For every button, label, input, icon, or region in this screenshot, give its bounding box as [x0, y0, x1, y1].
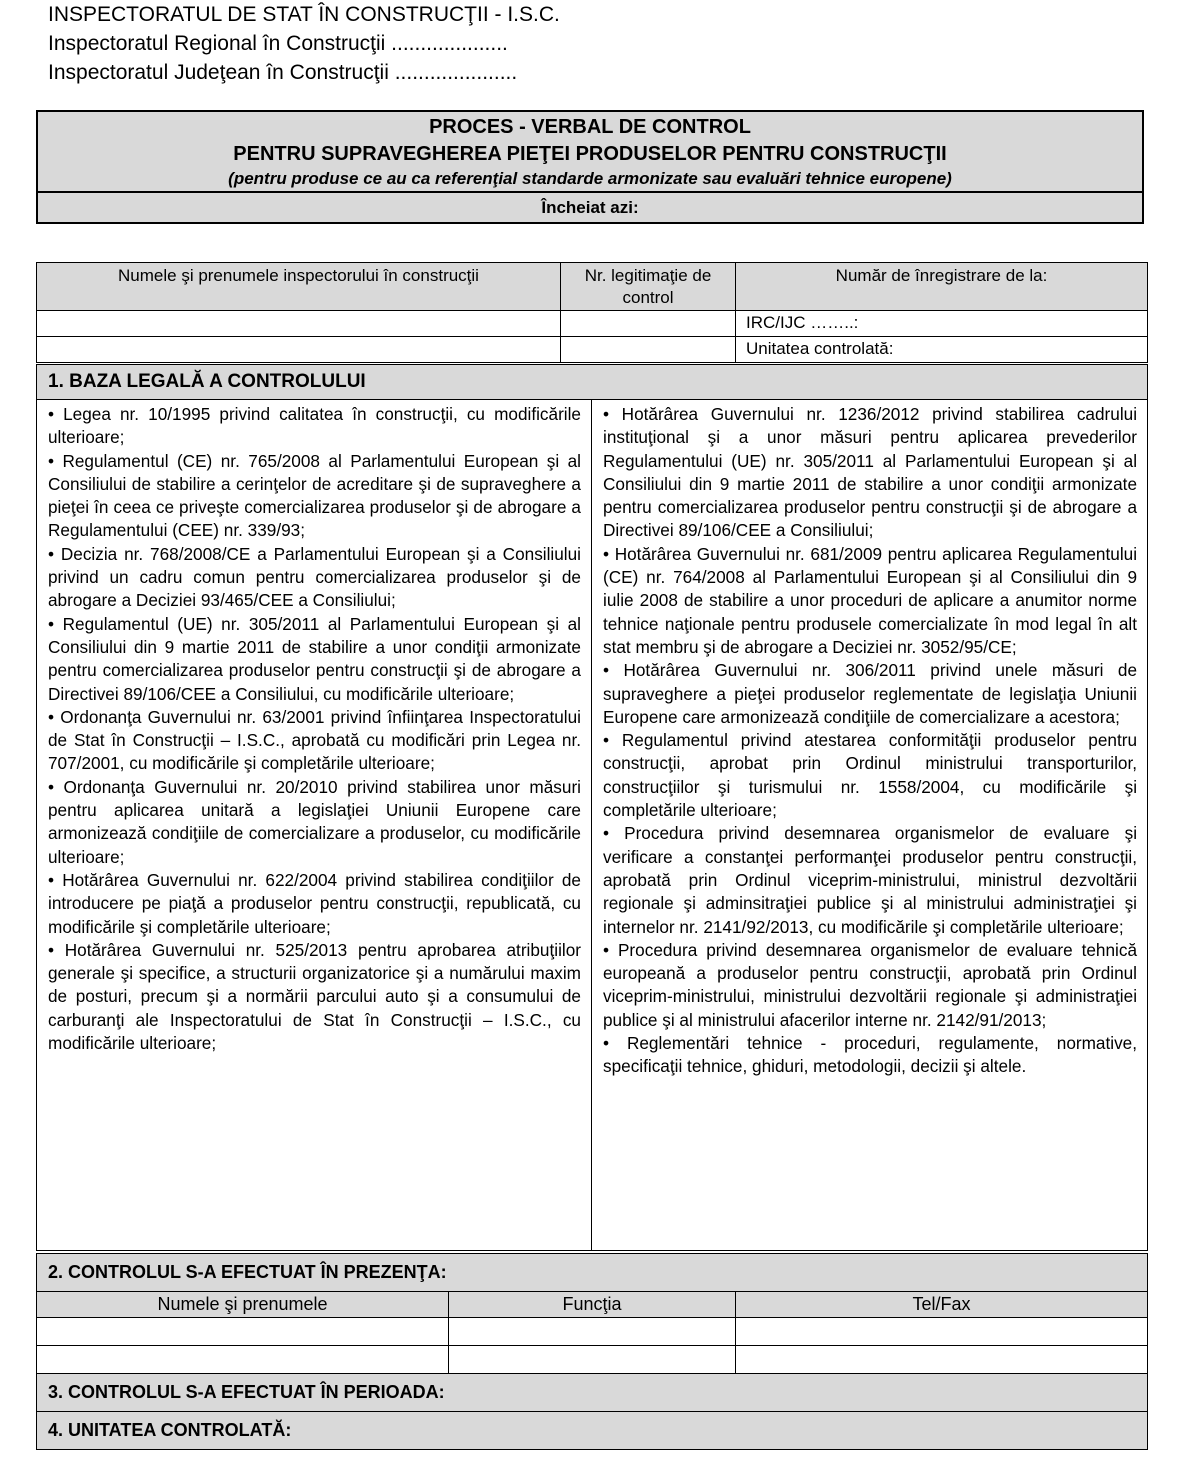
- presence-name-field-2[interactable]: [37, 1346, 449, 1374]
- header-institution: INSPECTORATUL DE STAT ÎN CONSTRUCŢII - I.S.C.: [48, 3, 560, 26]
- legal-item: • Hotărârea Guvernului nr. 1236/2012 privind stabilirea cadrului instituţional şi a unor măsuri pentru aplicarea prevederilor Regulamentului (UE) nr. 305/2011 al Parlamentului European şi al Consiliului din 9 martie 2011 de stabilire a unor condiţii armonizate pentru comercializarea produselor pentru construcţii şi de abrogare a Directivei 89/106/CEE a Consiliului;: [603, 404, 1138, 541]
- name-column-header: Numele şi prenumele: [37, 1292, 449, 1318]
- legal-item: • Procedura privind desemnarea organismelor de evaluare şi verificare a constanţei performanţei produselor pentru construcţii, aprobată prin Ordinul viceprim-ministrului, ministrul dezvoltării regionale şi adminsitraţiei publice şi al ministrului administraţiei şi internelor nr. 2141/92/2013, cu modificările şi completările ulterioare;: [603, 823, 1138, 937]
- presence-phone-field[interactable]: [736, 1318, 1148, 1346]
- inspector-table: [36, 262, 1148, 363]
- legal-item: • Hotărârea Guvernului nr. 622/2004 privind stabilirea condiţiilor de introducere pe piaţă a produselor pentru construcţii, republicată, cu modificările şi completările ulterioare;: [48, 869, 581, 937]
- legal-basis-right-column: [592, 400, 1148, 1251]
- inspector-name-field[interactable]: [37, 311, 561, 337]
- section-1-title: 1. BAZA LEGALĂ A CONTROLULUI: [37, 365, 1148, 400]
- title-line-1: PROCES - VERBAL DE CONTROL: [429, 116, 751, 138]
- legal-item: • Regulamentul (UE) nr. 305/2011 al Parlamentului European şi al Consiliului din 9 martie 2011 de stabilire a unor condiţii armonizate pentru comercializarea produselor pentru construcţii şi de abrogare a Directivei 89/106/CEE a Consiliului, cu modificările ulterioare;: [48, 613, 581, 704]
- presence-function-field-2[interactable]: [449, 1346, 736, 1374]
- document-title: [38, 112, 1142, 168]
- legal-item: • Hotărârea Guvernului nr. 525/2013 pentru aprobarea atribuţiilor generale şi specifice, a structurii organizatorice şi a numărului maxim de posturi, precum şi a normării parcului auto şi a consumului de carburanţi ale Inspectoratului de Stat în Construcţii – I.S.C., cu modificările ulterioare;: [48, 939, 581, 1054]
- registration-header: Număr de înregistrare de la:: [736, 263, 1148, 311]
- id-number-field[interactable]: [561, 311, 736, 337]
- presence-table: [36, 1253, 1148, 1450]
- presence-function-field[interactable]: [449, 1318, 736, 1346]
- phone-column-header: Tel/Fax: [736, 1292, 1148, 1318]
- date-label: Încheiat azi:: [38, 191, 1142, 223]
- legal-basis-table: [36, 364, 1148, 1251]
- legal-item: • Regulamentul privind atestarea conformităţii produselor pentru construcţii, aprobat prin Ordinul ministrului transporturilor, construcţiilor şi turismului nr. 1558/2004, cu modificările şi completările ulterioare;: [603, 730, 1138, 821]
- presence-name-field[interactable]: [37, 1318, 449, 1346]
- title-box: [36, 110, 1144, 224]
- function-column-header: Funcţia: [449, 1292, 736, 1318]
- legal-item: • Decizia nr. 768/2008/CE a Parlamentului European şi a Consiliului privind un cadru comun pentru comercializarea produselor şi de abrogare a Deciziei 93/465/CEE a Consiliului;: [48, 543, 581, 611]
- legal-item: • Ordonanţa Guvernului nr. 63/2001 privind înfiinţarea Inspectoratului de Stat în Construcţii – I.S.C., aprobată cu modificări prin Legea nr. 707/2001, cu modificările şi completările ulterioare;: [48, 706, 581, 774]
- legal-basis-left-column: [37, 400, 592, 1251]
- legal-item: • Legea nr. 10/1995 privind calitatea în construcţii, cu modificările ulterioare;: [48, 404, 581, 448]
- title-line-2: PENTRU SUPRAVEGHEREA PIEŢEI PRODUSELOR PENTRU CONSTRUCŢII: [233, 143, 947, 165]
- legal-item: • Regulamentul (CE) nr. 765/2008 al Parlamentului European şi al Consiliului de stabilire a cerinţelor de acreditare şi de supraveghere a pieţei în ceea ce priveşte comercializarea produselor şi de abrogare a Regulamentului (CEE) nr. 339/93;: [48, 450, 581, 541]
- legal-item: • Procedura privind desemnarea organismelor de evaluare tehnică europeană a produselor pentru construcţii, aprobată prin Ordinul viceprim-ministrului, ministrului dezvoltării regionale şi administraţiei publice şi al ministrului afacerilor interne nr. 2142/91/2013;: [603, 939, 1138, 1030]
- section-2-title: 2. CONTROLUL S-A EFECTUAT ÎN PREZENŢA:: [37, 1254, 1148, 1292]
- legal-item: • Reglementări tehnice - proceduri, regulamente, normative, specificaţii tehnice, ghiduri, metodologii, decizii şi altele.: [603, 1033, 1138, 1077]
- legal-item: • Ordonanţa Guvernului nr. 20/2010 privind stabilirea unor măsuri pentru aplicarea unitară a legislaţiei Uniunii Europene care armonizează condiţiile de comercializare a produselor, cu modificările ulterioare;: [48, 776, 581, 867]
- header-regional: Inspectoratul Regional în Construcţii ....................: [48, 32, 508, 55]
- id-number-field-2[interactable]: [561, 337, 736, 363]
- section-3-title: 3. CONTROLUL S-A EFECTUAT ÎN PERIOADA:: [37, 1374, 1148, 1412]
- header-county: Inspectoratul Judeţean în Construcţii .....................: [48, 61, 518, 84]
- title-subtitle: (pentru produse ce au ca referenţial standarde armonizate sau evaluări tehnice europene): [228, 169, 952, 188]
- presence-phone-field-2[interactable]: [736, 1346, 1148, 1374]
- legal-item: • Hotărârea Guvernului nr. 306/2011 privind unele măsuri de supraveghere a pieţei produselor reglementate de legislaţia Uniunii Europene care armonizează condiţiile de comercializare a acestora;: [603, 660, 1138, 727]
- id-number-header: Nr. legitimaţie de control: [561, 263, 736, 311]
- inspector-name-field-2[interactable]: [37, 337, 561, 363]
- inspector-name-header: Numele şi prenumele inspectorului în construcţii: [37, 263, 561, 311]
- controlled-unit-field[interactable]: Unitatea controlată:: [736, 337, 1148, 363]
- irc-ijc-field[interactable]: IRC/IJC ……..:: [736, 311, 1148, 337]
- document-header: [48, 0, 560, 87]
- section-4-title: 4. UNITATEA CONTROLATĂ:: [37, 1412, 1148, 1450]
- legal-item: • Hotărârea Guvernului nr. 681/2009 pentru aplicarea Regulamentului (CE) nr. 764/2008 al Parlamentului European şi al Consiliului din 9 iulie 2008 de stabilire a unor proceduri de aplicare a anumitor norme tehnice naţionale pentru produsele comercializate în mod legal în alt stat membru şi de abrogare a Deciziei nr. 3052/95/CE;: [603, 543, 1138, 657]
